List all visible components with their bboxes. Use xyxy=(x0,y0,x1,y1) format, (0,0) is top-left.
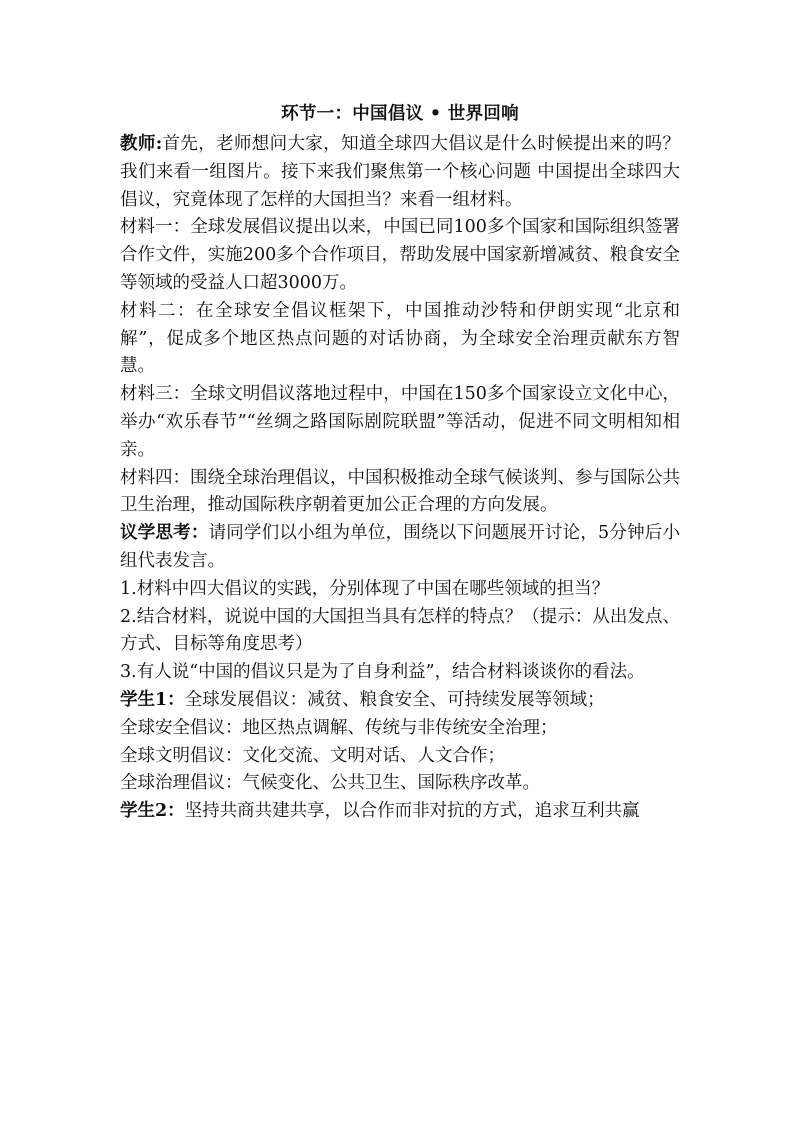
paragraph-text: 请同学们以小组为单位，围绕以下问题展开讨论，5分钟后小组代表发言。 xyxy=(120,523,680,571)
paragraph-teacher-intro xyxy=(120,131,680,214)
paragraph-text: 3.有人说“中国的倡议只是为了自身利益”，结合材料谈谈你的看法。 xyxy=(120,662,645,683)
paragraph-text: 1.材料中四大倡议的实践，分别体现了中国在哪些领域的担当？ xyxy=(120,578,610,599)
speaker-label: 学生2： xyxy=(120,801,185,822)
speaker-label: 议学思考： xyxy=(120,523,209,544)
paragraph-text: 材料一：全球发展倡议提出以来，中国已同100多个国家和国际组织签署合作文件，实施200多个合作项目，帮助发展中国家新增减贫、粮食安全等领域的受益人口超3000万。 xyxy=(120,217,680,293)
paragraph-text: 材料二：在全球安全倡议框架下，中国推动沙特和伊朗实现“北京和解”，促成多个地区热点问题的对话协商，为全球安全治理贡献东方智慧。 xyxy=(120,300,680,377)
section-title: 环节一：中国倡议 • 世界回响 xyxy=(281,104,519,124)
paragraph-question-2 xyxy=(120,604,680,660)
paragraph-governance-answer xyxy=(120,770,680,798)
paragraph-material-1 xyxy=(120,214,680,297)
paragraph-text: 全球发展倡议：减贫、粮食安全、可持续发展等领域； xyxy=(184,689,605,710)
paragraph-text: 2.结合材料，说说中国的大国担当具有怎样的特点？（提示：从出发点、方式、目标等角度思考） xyxy=(120,606,680,655)
paragraph-material-2 xyxy=(120,298,680,381)
paragraph-question-1 xyxy=(120,576,680,604)
paragraph-student-2 xyxy=(120,798,680,826)
paragraph-text: 坚持共商共建共享，以合作而非对抗的方式，追求互利共赢 xyxy=(184,801,640,822)
paragraph-discussion-prompt xyxy=(120,520,680,576)
paragraph-text: 首先，老师想问大家，知道全球四大倡议是什么时候提出来的吗？我们来看一组图片。接下来我们聚焦第一个核心问题 中国提出全球四大倡议，究竟体现了怎样的大国担当？来看一组材料。 xyxy=(120,134,680,210)
paragraph-material-4 xyxy=(120,465,680,521)
paragraph-text: 全球治理倡议：气候变化、公共卫生、国际秩序改革。 xyxy=(120,773,540,794)
paragraph-text: 全球安全倡议：地区热点调解、传统与非传统安全治理； xyxy=(120,717,558,738)
paragraph-material-3 xyxy=(120,381,680,464)
document-page xyxy=(120,103,680,826)
paragraph-question-3 xyxy=(120,659,680,687)
paragraph-civilization-answer xyxy=(120,743,680,771)
speaker-label: 学生1： xyxy=(120,689,185,710)
speaker-label: 教师: xyxy=(120,134,163,154)
paragraph-security-answer xyxy=(120,715,680,743)
paragraph-text: 全球文明倡议：文化交流、文明对话、人文合作； xyxy=(120,745,505,766)
paragraph-text: 材料三：全球文明倡议落地过程中，中国在150多个国家设立文化中心，举办“欢乐春节”“丝绸之路国际剧院联盟”等活动，促进不同文明相知相亲。 xyxy=(120,384,680,460)
paragraph-student-1 xyxy=(120,687,680,715)
paragraph-text: 材料四：围绕全球治理倡议，中国积极推动全球气候谈判、参与国际公共卫生治理，推动国际秩序朝着更加公正合理的方向发展。 xyxy=(120,467,680,516)
